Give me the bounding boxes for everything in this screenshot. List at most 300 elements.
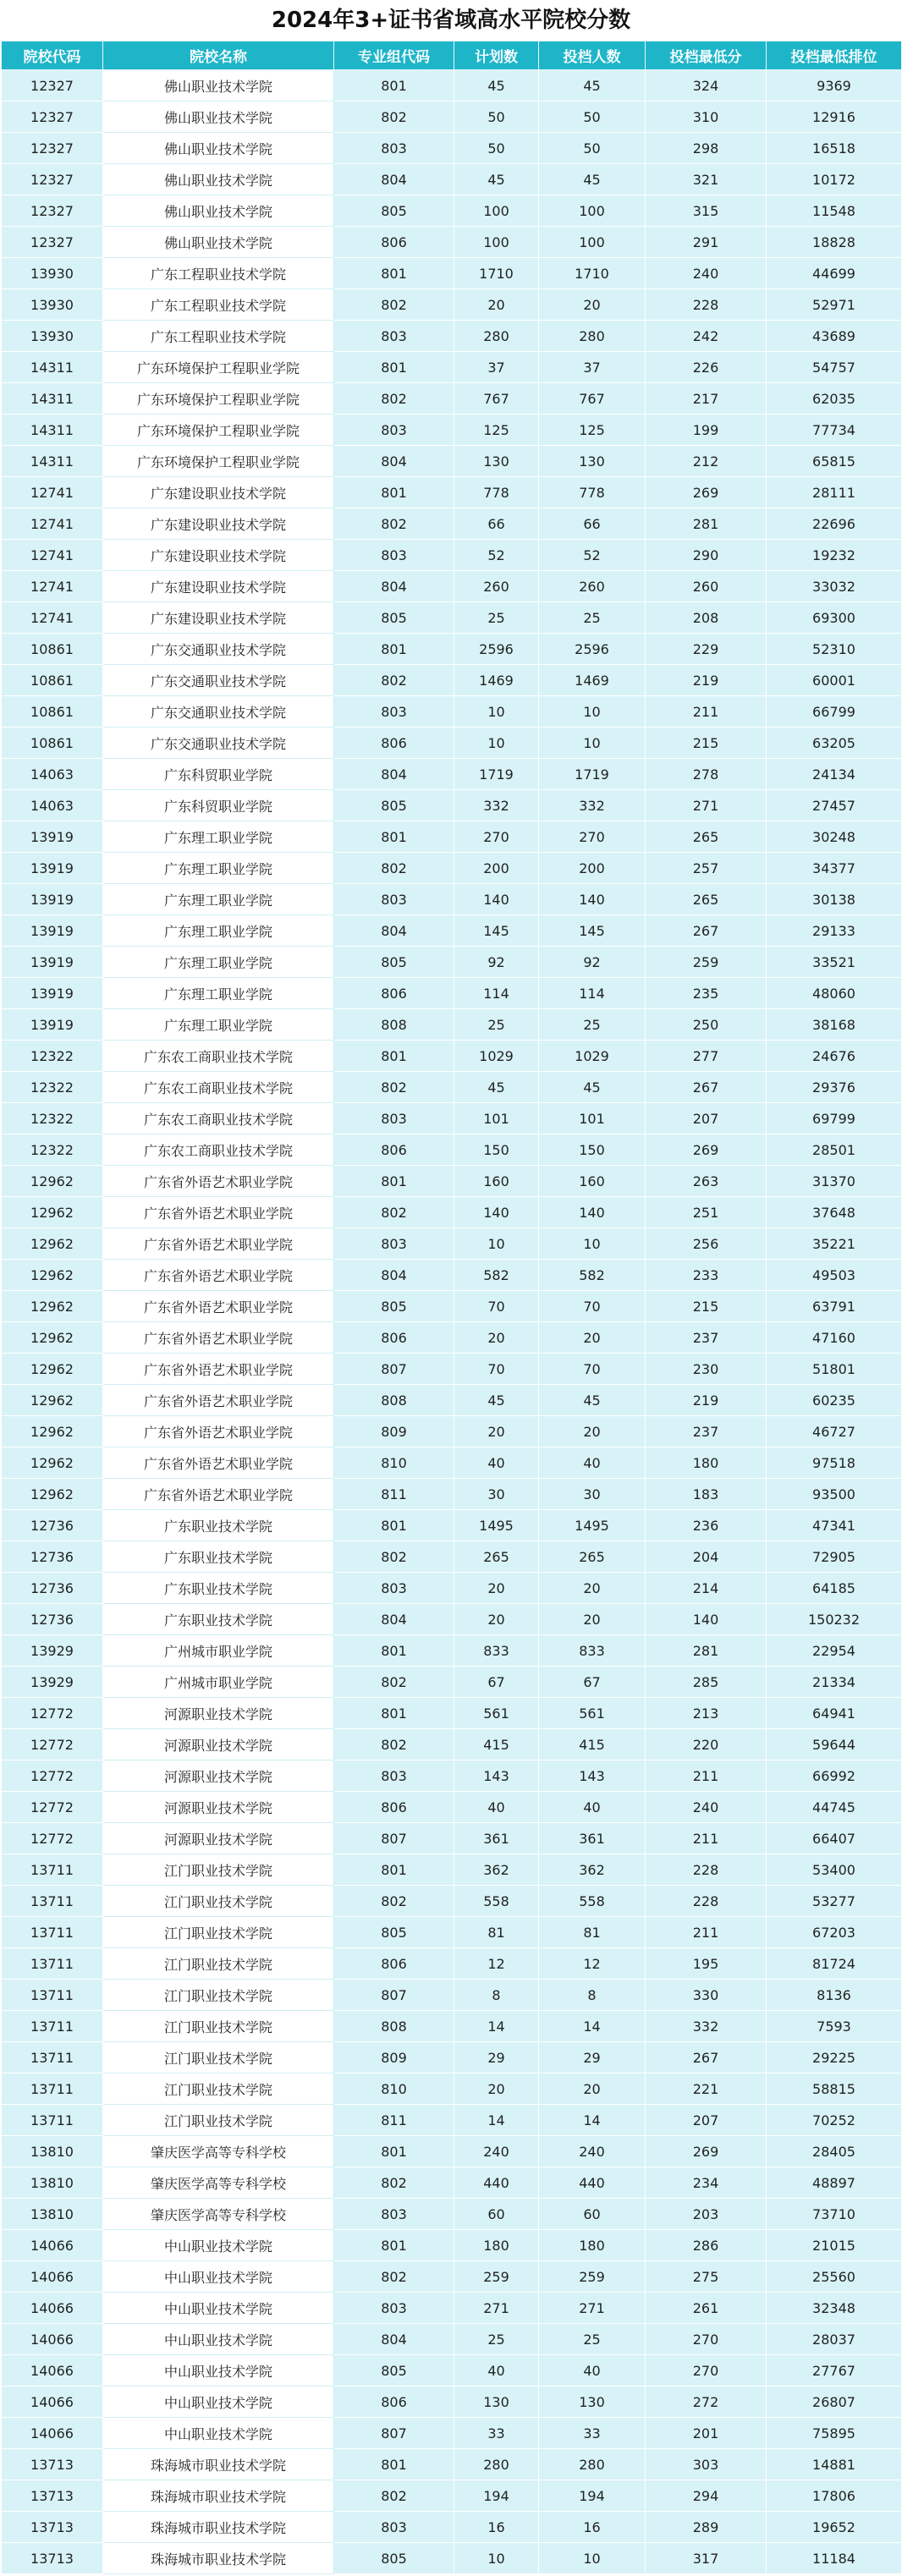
table-row	[2, 70, 902, 102]
cell-min-rank: 66992	[767, 1760, 902, 1792]
cell-admitted-count: 14	[539, 2011, 646, 2042]
cell-min-score: 240	[646, 258, 767, 289]
cell-min-rank: 93500	[767, 1479, 902, 1510]
cell-group-code: 806	[334, 1134, 454, 1166]
table-row	[2, 2543, 902, 2574]
cell-admitted-count: 33	[539, 2418, 646, 2449]
cell-plan-count: 259	[454, 2261, 539, 2293]
cell-plan-count: 40	[454, 1792, 539, 1823]
cell-min-score: 240	[646, 1792, 767, 1823]
cell-school-code: 10861	[2, 728, 103, 759]
cell-school-code: 13929	[2, 1635, 103, 1667]
cell-school-name: 广东环境保护工程职业学院	[103, 352, 334, 383]
cell-min-score: 228	[646, 289, 767, 321]
cell-group-code: 804	[334, 759, 454, 790]
cell-min-rank: 29225	[767, 2042, 902, 2073]
cell-school-code: 12736	[2, 1604, 103, 1635]
cell-school-name: 广东理工职业学院	[103, 915, 334, 947]
cell-school-code: 14063	[2, 790, 103, 821]
cell-min-rank: 11184	[767, 2543, 902, 2574]
cell-min-rank: 72905	[767, 1541, 902, 1573]
cell-admitted-count: 140	[539, 884, 646, 915]
cell-plan-count: 1469	[454, 665, 539, 696]
cell-min-score: 281	[646, 1635, 767, 1667]
cell-admitted-count: 12	[539, 1948, 646, 1980]
cell-school-code: 10861	[2, 696, 103, 728]
cell-school-name: 广东交通职业技术学院	[103, 665, 334, 696]
cell-group-code: 801	[334, 70, 454, 102]
cell-min-score: 256	[646, 1228, 767, 1260]
table-row	[2, 2167, 902, 2199]
table-row	[2, 2293, 902, 2324]
cell-min-score: 215	[646, 1291, 767, 1322]
table-row	[2, 1447, 902, 1479]
table-row	[2, 1698, 902, 1729]
cell-admitted-count: 280	[539, 321, 646, 352]
cell-min-rank: 38168	[767, 1009, 902, 1041]
cell-admitted-count: 561	[539, 1698, 646, 1729]
cell-admitted-count: 40	[539, 2355, 646, 2387]
cell-min-rank: 34377	[767, 853, 902, 884]
table-row	[2, 2355, 902, 2387]
cell-school-name: 广东职业技术学院	[103, 1541, 334, 1573]
cell-admitted-count: 45	[539, 1072, 646, 1103]
table-row	[2, 947, 902, 978]
cell-school-name: 广东省外语艺术职业学院	[103, 1228, 334, 1260]
cell-min-rank: 77734	[767, 415, 902, 446]
score-table	[1, 41, 902, 2574]
cell-plan-count: 145	[454, 915, 539, 947]
cell-group-code: 808	[334, 1009, 454, 1041]
cell-min-rank: 17806	[767, 2480, 902, 2512]
table-row	[2, 728, 902, 759]
cell-school-name: 中山职业技术学院	[103, 2418, 334, 2449]
cell-admitted-count: 45	[539, 70, 646, 102]
cell-group-code: 805	[334, 1291, 454, 1322]
cell-plan-count: 260	[454, 571, 539, 602]
cell-school-name: 肇庆医学高等专科学校	[103, 2136, 334, 2167]
cell-group-code: 805	[334, 790, 454, 821]
cell-plan-count: 362	[454, 1854, 539, 1886]
cell-group-code: 801	[334, 1166, 454, 1197]
cell-admitted-count: 52	[539, 540, 646, 571]
table-row	[2, 1823, 902, 1854]
cell-school-name: 广东工程职业技术学院	[103, 289, 334, 321]
cell-school-code: 13919	[2, 884, 103, 915]
table-row	[2, 2512, 902, 2543]
cell-group-code: 801	[334, 477, 454, 508]
cell-min-rank: 29376	[767, 1072, 902, 1103]
cell-school-code: 13713	[2, 2449, 103, 2480]
cell-admitted-count: 8	[539, 1980, 646, 2011]
cell-school-code: 12772	[2, 1760, 103, 1792]
cell-plan-count: 778	[454, 477, 539, 508]
table-row	[2, 696, 902, 728]
cell-min-rank: 97518	[767, 1447, 902, 1479]
cell-min-rank: 44699	[767, 258, 902, 289]
cell-plan-count: 45	[454, 164, 539, 195]
cell-school-name: 江门职业技术学院	[103, 2042, 334, 2073]
cell-min-score: 183	[646, 1479, 767, 1510]
cell-min-score: 303	[646, 2449, 767, 2480]
cell-admitted-count: 20	[539, 1322, 646, 1354]
cell-school-code: 14311	[2, 415, 103, 446]
cell-school-code: 14063	[2, 759, 103, 790]
cell-admitted-count: 70	[539, 1291, 646, 1322]
cell-school-code: 12962	[2, 1260, 103, 1291]
cell-school-code: 13711	[2, 1886, 103, 1917]
cell-min-rank: 18828	[767, 227, 902, 258]
cell-min-score: 272	[646, 2387, 767, 2418]
cell-group-code: 803	[334, 133, 454, 164]
cell-school-code: 14311	[2, 383, 103, 415]
cell-admitted-count: 100	[539, 227, 646, 258]
table-row	[2, 383, 902, 415]
cell-school-name: 广东环境保护工程职业学院	[103, 415, 334, 446]
cell-admitted-count: 582	[539, 1260, 646, 1291]
cell-school-code: 14066	[2, 2387, 103, 2418]
cell-school-name: 广东省外语艺术职业学院	[103, 1291, 334, 1322]
cell-plan-count: 50	[454, 133, 539, 164]
cell-group-code: 804	[334, 915, 454, 947]
cell-group-code: 805	[334, 1917, 454, 1948]
header-min-rank: 投档最低排位	[767, 41, 902, 70]
cell-group-code: 802	[334, 1729, 454, 1760]
table-row	[2, 1134, 902, 1166]
cell-admitted-count: 20	[539, 2073, 646, 2105]
cell-school-name: 珠海城市职业技术学院	[103, 2480, 334, 2512]
cell-min-rank: 70252	[767, 2105, 902, 2136]
cell-min-rank: 24134	[767, 759, 902, 790]
cell-min-score: 261	[646, 2293, 767, 2324]
cell-school-code: 13711	[2, 1917, 103, 1948]
table-row	[2, 258, 902, 289]
cell-min-score: 278	[646, 759, 767, 790]
cell-school-code: 12741	[2, 540, 103, 571]
cell-min-score: 269	[646, 2136, 767, 2167]
cell-school-code: 14066	[2, 2230, 103, 2261]
cell-plan-count: 140	[454, 884, 539, 915]
cell-min-rank: 64185	[767, 1573, 902, 1604]
cell-min-score: 267	[646, 2042, 767, 2073]
cell-school-code: 12772	[2, 1698, 103, 1729]
cell-min-score: 195	[646, 1948, 767, 1980]
cell-min-rank: 35221	[767, 1228, 902, 1260]
cell-min-rank: 27767	[767, 2355, 902, 2387]
cell-group-code: 804	[334, 2324, 454, 2355]
cell-school-name: 佛山职业技术学院	[103, 102, 334, 133]
table-row	[2, 1917, 902, 1948]
cell-school-name: 肇庆医学高等专科学校	[103, 2199, 334, 2230]
cell-school-code: 12741	[2, 571, 103, 602]
cell-min-rank: 31370	[767, 1166, 902, 1197]
cell-min-rank: 28037	[767, 2324, 902, 2355]
cell-admitted-count: 45	[539, 1385, 646, 1416]
cell-school-name: 广东省外语艺术职业学院	[103, 1479, 334, 1510]
cell-admitted-count: 25	[539, 1009, 646, 1041]
cell-plan-count: 20	[454, 2073, 539, 2105]
cell-group-code: 802	[334, 1667, 454, 1698]
cell-school-name: 广东理工职业学院	[103, 884, 334, 915]
cell-school-name: 江门职业技术学院	[103, 1886, 334, 1917]
cell-min-rank: 19652	[767, 2512, 902, 2543]
cell-school-name: 江门职业技术学院	[103, 2073, 334, 2105]
cell-school-name: 珠海城市职业技术学院	[103, 2449, 334, 2480]
cell-group-code: 809	[334, 1416, 454, 1447]
cell-admitted-count: 67	[539, 1667, 646, 1698]
table-row	[2, 1667, 902, 1698]
cell-min-rank: 37648	[767, 1197, 902, 1228]
cell-min-score: 281	[646, 508, 767, 540]
table-row	[2, 1948, 902, 1980]
cell-group-code: 802	[334, 289, 454, 321]
cell-school-code: 12962	[2, 1385, 103, 1416]
cell-group-code: 803	[334, 696, 454, 728]
header-plan-count: 计划数	[454, 41, 539, 70]
cell-min-score: 203	[646, 2199, 767, 2230]
cell-school-name: 佛山职业技术学院	[103, 195, 334, 227]
cell-school-name: 佛山职业技术学院	[103, 227, 334, 258]
cell-school-code: 13711	[2, 2105, 103, 2136]
cell-plan-count: 1719	[454, 759, 539, 790]
cell-admitted-count: 50	[539, 102, 646, 133]
cell-min-score: 289	[646, 2512, 767, 2543]
cell-admitted-count: 25	[539, 602, 646, 634]
cell-min-rank: 25560	[767, 2261, 902, 2293]
cell-admitted-count: 1719	[539, 759, 646, 790]
cell-admitted-count: 1495	[539, 1510, 646, 1541]
cell-school-code: 13919	[2, 1009, 103, 1041]
table-row	[2, 1980, 902, 2011]
cell-admitted-count: 362	[539, 1854, 646, 1886]
cell-min-rank: 64941	[767, 1698, 902, 1729]
cell-min-score: 208	[646, 602, 767, 634]
cell-min-score: 211	[646, 696, 767, 728]
cell-group-code: 801	[334, 1698, 454, 1729]
cell-school-name: 广东农工商职业技术学院	[103, 1072, 334, 1103]
cell-school-code: 13930	[2, 289, 103, 321]
cell-min-rank: 26807	[767, 2387, 902, 2418]
cell-admitted-count: 14	[539, 2105, 646, 2136]
table-row	[2, 2449, 902, 2480]
cell-min-rank: 62035	[767, 383, 902, 415]
table-row	[2, 289, 902, 321]
cell-school-code: 12322	[2, 1103, 103, 1134]
cell-min-score: 263	[646, 1166, 767, 1197]
cell-min-score: 286	[646, 2230, 767, 2261]
cell-school-code: 13711	[2, 1980, 103, 2011]
cell-admitted-count: 114	[539, 978, 646, 1009]
cell-admitted-count: 10	[539, 728, 646, 759]
cell-school-name: 广东省外语艺术职业学院	[103, 1260, 334, 1291]
cell-min-score: 180	[646, 1447, 767, 1479]
cell-admitted-count: 30	[539, 1479, 646, 1510]
cell-admitted-count: 180	[539, 2230, 646, 2261]
cell-min-score: 330	[646, 1980, 767, 2011]
cell-school-name: 佛山职业技术学院	[103, 70, 334, 102]
cell-admitted-count: 240	[539, 2136, 646, 2167]
cell-plan-count: 14	[454, 2011, 539, 2042]
cell-min-rank: 63205	[767, 728, 902, 759]
table-body	[2, 70, 902, 2574]
cell-group-code: 804	[334, 571, 454, 602]
cell-plan-count: 582	[454, 1260, 539, 1291]
cell-plan-count: 20	[454, 1322, 539, 1354]
cell-min-score: 219	[646, 1385, 767, 1416]
table-row	[2, 1260, 902, 1291]
cell-group-code: 809	[334, 2042, 454, 2073]
cell-plan-count: 2596	[454, 634, 539, 665]
cell-min-score: 265	[646, 821, 767, 853]
cell-admitted-count: 270	[539, 821, 646, 853]
cell-group-code: 801	[334, 634, 454, 665]
cell-group-code: 802	[334, 508, 454, 540]
cell-min-rank: 12916	[767, 102, 902, 133]
cell-group-code: 803	[334, 415, 454, 446]
cell-group-code: 802	[334, 853, 454, 884]
cell-admitted-count: 140	[539, 1197, 646, 1228]
cell-min-score: 228	[646, 1886, 767, 1917]
cell-group-code: 803	[334, 321, 454, 352]
cell-admitted-count: 143	[539, 1760, 646, 1792]
cell-plan-count: 101	[454, 1103, 539, 1134]
table-row	[2, 1385, 902, 1416]
cell-plan-count: 67	[454, 1667, 539, 1698]
cell-min-rank: 28111	[767, 477, 902, 508]
table-row	[2, 634, 902, 665]
cell-min-score: 321	[646, 164, 767, 195]
cell-group-code: 803	[334, 1760, 454, 1792]
cell-min-score: 260	[646, 571, 767, 602]
cell-min-score: 211	[646, 1760, 767, 1792]
cell-min-score: 269	[646, 1134, 767, 1166]
table-row	[2, 133, 902, 164]
cell-school-name: 江门职业技术学院	[103, 2105, 334, 2136]
cell-plan-count: 100	[454, 195, 539, 227]
cell-plan-count: 20	[454, 1604, 539, 1635]
table-row	[2, 1166, 902, 1197]
cell-school-code: 12962	[2, 1479, 103, 1510]
cell-group-code: 802	[334, 2480, 454, 2512]
cell-plan-count: 8	[454, 1980, 539, 2011]
cell-min-score: 324	[646, 70, 767, 102]
cell-admitted-count: 200	[539, 853, 646, 884]
cell-group-code: 802	[334, 383, 454, 415]
cell-plan-count: 30	[454, 1479, 539, 1510]
cell-min-rank: 59644	[767, 1729, 902, 1760]
cell-admitted-count: 37	[539, 352, 646, 383]
cell-school-code: 12962	[2, 1291, 103, 1322]
cell-group-code: 806	[334, 227, 454, 258]
cell-min-rank: 11548	[767, 195, 902, 227]
cell-school-name: 中山职业技术学院	[103, 2230, 334, 2261]
cell-admitted-count: 92	[539, 947, 646, 978]
cell-min-rank: 47160	[767, 1322, 902, 1354]
cell-plan-count: 16	[454, 2512, 539, 2543]
cell-group-code: 801	[334, 258, 454, 289]
cell-admitted-count: 29	[539, 2042, 646, 2073]
cell-school-code: 13810	[2, 2136, 103, 2167]
cell-admitted-count: 558	[539, 1886, 646, 1917]
cell-school-code: 13713	[2, 2543, 103, 2574]
cell-admitted-count: 145	[539, 915, 646, 947]
cell-school-code: 14066	[2, 2418, 103, 2449]
cell-min-score: 315	[646, 195, 767, 227]
cell-school-name: 广东交通职业技术学院	[103, 634, 334, 665]
table-row	[2, 1635, 902, 1667]
cell-plan-count: 130	[454, 2387, 539, 2418]
cell-min-score: 211	[646, 1917, 767, 1948]
cell-min-score: 201	[646, 2418, 767, 2449]
cell-school-code: 12322	[2, 1134, 103, 1166]
cell-group-code: 801	[334, 2449, 454, 2480]
cell-group-code: 808	[334, 1385, 454, 1416]
cell-min-rank: 58815	[767, 2073, 902, 2105]
table-row	[2, 2261, 902, 2293]
cell-min-rank: 48060	[767, 978, 902, 1009]
cell-group-code: 802	[334, 1886, 454, 1917]
cell-plan-count: 70	[454, 1354, 539, 1385]
cell-plan-count: 140	[454, 1197, 539, 1228]
cell-group-code: 805	[334, 2355, 454, 2387]
cell-plan-count: 81	[454, 1917, 539, 1948]
cell-min-score: 285	[646, 1667, 767, 1698]
cell-group-code: 801	[334, 2136, 454, 2167]
cell-school-code: 13711	[2, 1948, 103, 1980]
table-row	[2, 2105, 902, 2136]
table-row	[2, 1354, 902, 1385]
cell-min-score: 207	[646, 1103, 767, 1134]
cell-group-code: 805	[334, 602, 454, 634]
cell-plan-count: 40	[454, 1447, 539, 1479]
table-row	[2, 2136, 902, 2167]
cell-plan-count: 100	[454, 227, 539, 258]
cell-school-name: 河源职业技术学院	[103, 1698, 334, 1729]
table-row	[2, 1416, 902, 1447]
cell-admitted-count: 50	[539, 133, 646, 164]
table-row	[2, 978, 902, 1009]
cell-school-name: 广东理工职业学院	[103, 978, 334, 1009]
table-row	[2, 1792, 902, 1823]
cell-school-name: 河源职业技术学院	[103, 1792, 334, 1823]
cell-min-score: 275	[646, 2261, 767, 2293]
cell-min-rank: 46727	[767, 1416, 902, 1447]
table-row	[2, 915, 902, 947]
cell-min-rank: 30248	[767, 821, 902, 853]
cell-school-name: 广东理工职业学院	[103, 1009, 334, 1041]
cell-school-code: 12322	[2, 1041, 103, 1072]
cell-min-rank: 33521	[767, 947, 902, 978]
cell-min-rank: 66407	[767, 1823, 902, 1854]
cell-min-score: 259	[646, 947, 767, 978]
cell-plan-count: 200	[454, 853, 539, 884]
table-row	[2, 415, 902, 446]
cell-group-code: 804	[334, 164, 454, 195]
table-row	[2, 1103, 902, 1134]
cell-school-name: 广州城市职业学院	[103, 1635, 334, 1667]
cell-admitted-count: 125	[539, 415, 646, 446]
table-row	[2, 1886, 902, 1917]
cell-min-score: 265	[646, 884, 767, 915]
cell-min-score: 204	[646, 1541, 767, 1573]
header-admitted-count: 投档人数	[539, 41, 646, 70]
table-row	[2, 602, 902, 634]
table-row	[2, 2387, 902, 2418]
cell-min-score: 228	[646, 1854, 767, 1886]
cell-school-code: 12322	[2, 1072, 103, 1103]
cell-school-code: 12327	[2, 227, 103, 258]
cell-school-code: 13810	[2, 2167, 103, 2199]
